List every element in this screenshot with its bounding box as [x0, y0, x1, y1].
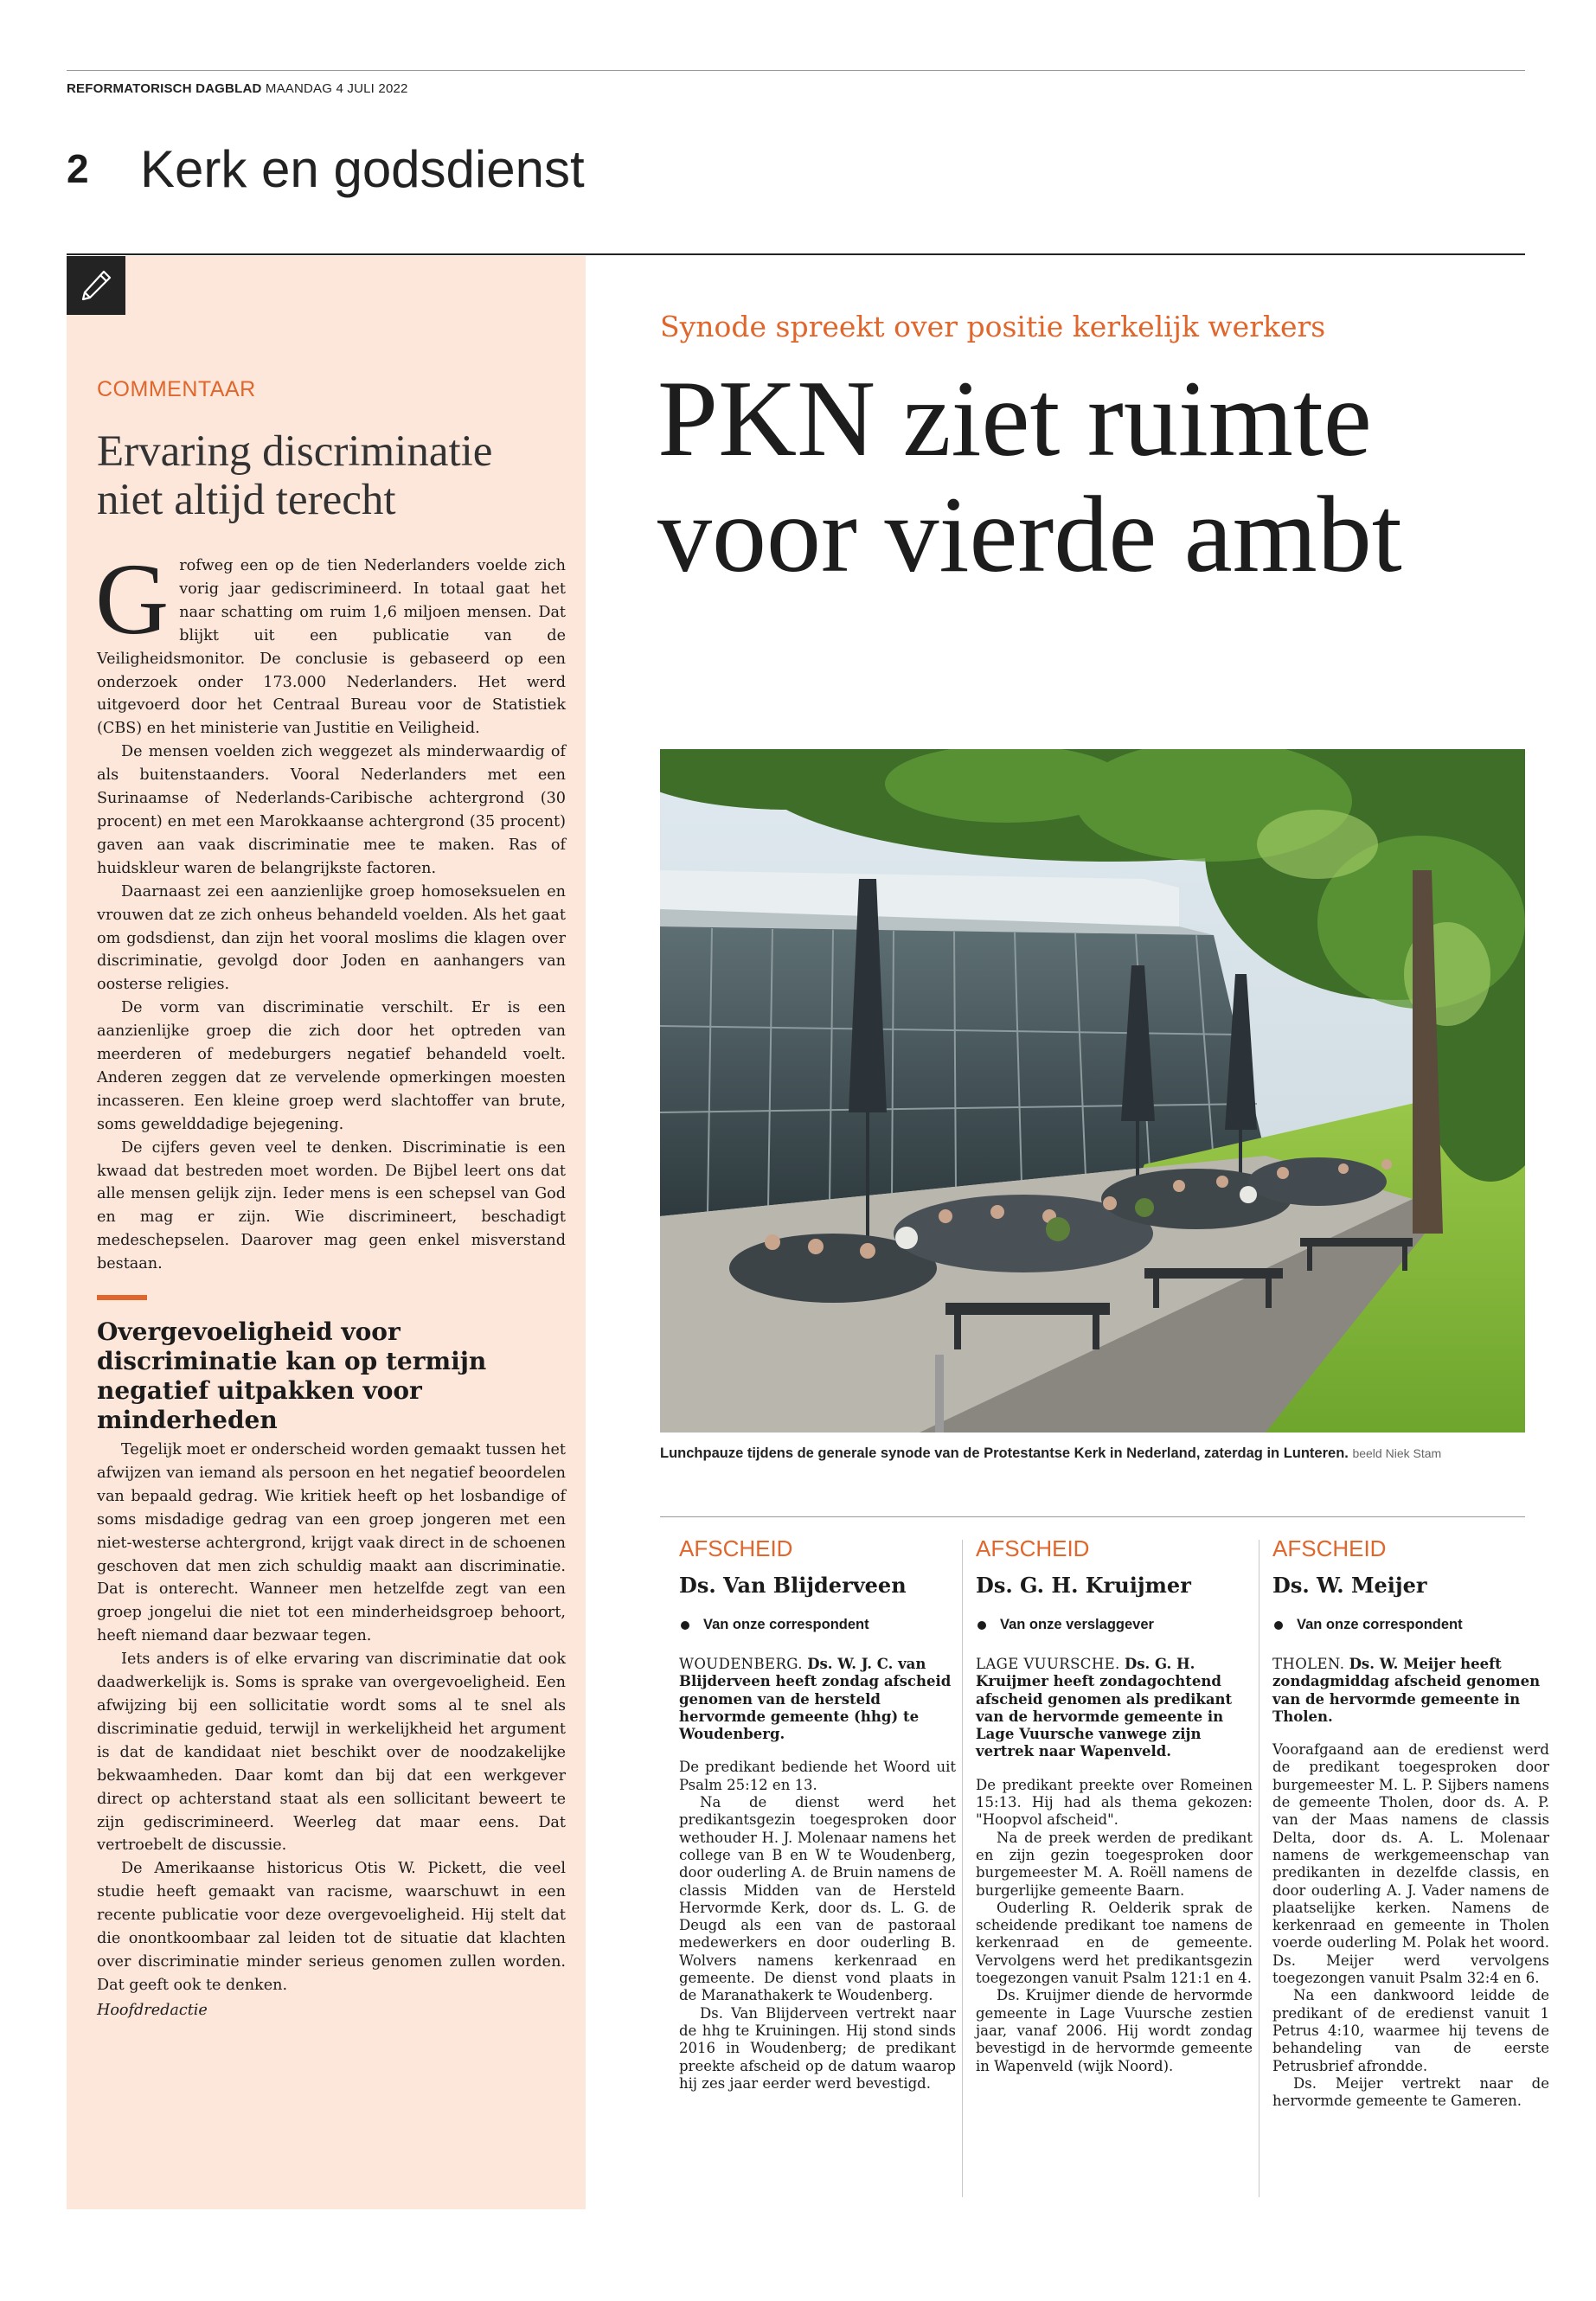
story-kicker: Synode spreekt over positie kerkelijk werkers [660, 310, 1326, 343]
story-rule [660, 1516, 1525, 1517]
pen-icon-graphic [77, 266, 115, 304]
bullet-icon [681, 1621, 689, 1630]
farewell-name: Ds. G. H. Kruijmer [976, 1573, 1191, 1598]
farewell-paragraph: Ouderling R. Oelderik sprak de scheidende predikant toe namens de kerkenraad en de gemeente. Vervolgens werd het predikantsgezin toegezongen vanuit Psalm 121:1 en 4. [976, 1899, 1253, 1987]
farewell-lead: THOLEN. Ds. W. Meijer heeft zondagmiddag afscheid genomen van de hervormde gemeente in Tholen. [1272, 1656, 1541, 1725]
commentary-body [95, 542, 566, 1276]
farewell-column [1272, 1524, 1549, 2110]
farewell-paragraph: Ds. Van Blijderveen vertrekt naar de hhg te Kruiningen. Hij stond sinds 2016 in Woudenberg; de predikant preekte afscheid op de datum waarop hij zes jaar eerder werd bevestigd. [679, 2004, 956, 2092]
commentary-paragraph: De mensen voelden zich weggezet als minderwaardig of als buitenstaanders. Vooral Nederlanders met een Surinaamse of Nederlands-Caribische achtergrond (30 procent) en met een Marokkaanse achtergrond (35 procent) gaven aan vaak discriminatie mee te maken. Ras of huidskleur waren de belangrijkste factoren. [97, 743, 566, 877]
farewell-paragraph: Na de preek werden de predikant en zijn gezin toegesproken door burgemeester M. A. Roëll namens de burgerlijke gemeente Baarn. [976, 1829, 1253, 1899]
orange-divider [97, 1295, 147, 1300]
page-number: 2 [67, 146, 89, 191]
farewell-paragraph: Ds. Kruijmer diende de hervormde gemeente in Lage Vuursche zestien jaar, vanaf 2006. Hij wordt zondag bevestigd in de hervormde gemeente in Wapenveld (wijk Noord). [976, 1987, 1253, 2074]
farewell-place: LAGE VUURSCHE. [976, 1656, 1120, 1672]
farewell-name: Ds. Van Blijderveen [679, 1573, 907, 1598]
caption-text: Lunchpauze tijdens de generale synode van de Protestantse Kerk in Nederland, zaterdag in Lunteren. [660, 1445, 1349, 1461]
commentary-headline: Ervaring discriminatie niet altijd terecht [97, 427, 493, 524]
farewell-column [976, 1524, 1253, 2075]
story-photo [660, 749, 1525, 1433]
commentary-kicker: COMMENTAAR [97, 377, 256, 401]
pen-icon [67, 256, 125, 315]
masthead-paper: REFORMATORISCH DAGBLAD [67, 81, 262, 96]
farewell-label: AFSCHEID [1272, 1535, 1387, 1561]
farewell-label: AFSCHEID [976, 1535, 1090, 1561]
farewell-lead: LAGE VUURSCHE. Ds. G. H. Kruijmer heeft zondagochtend afscheid genomen als predikant van de hervormde gemeente in Lage Vuursche vanwege zijn vertrek naar Wapenveld. [976, 1656, 1233, 1760]
farewell-lead: WOUDENBERG. Ds. W. J. C. van Blijderveen heeft zondag afscheid genomen van de hersteld hervormde gemeente (hhg) te Woudenberg. [679, 1656, 952, 1743]
photo-credit: beeld Niek Stam [1352, 1446, 1442, 1460]
farewell-paragraph: Ds. Meijer vertrekt naar de hervormde gemeente te Gameren. [1272, 2074, 1549, 2110]
commentary-paragraph: Iets anders is of elke ervaring van discriminatie dat ook daadwerkelijk is. Soms is sprake van overgevoeligheid. Een afwijzing bij een sollicitatie wordt soms al te snel als discriminatie geduid, terwijl in werkelijkheid het argument is dat de kandidaat niet beschikt over de noodzakelijke bekwaamheden. Daar komt dan bij dat een werkgever direct op achterstand staat als een sollicitant beweert te zijn gediscrimineerd. Weerleg dat maar eens. Dat vertroebelt de discussie. [97, 1650, 566, 1855]
farewell-place: THOLEN. [1272, 1656, 1345, 1672]
story-headline: PKN ziet ruimte voor vierde ambt [657, 359, 1402, 595]
masthead-date: MAANDAG 4 JULI 2022 [265, 81, 408, 96]
commentary-paragraph: Tegelijk moet er onderscheid worden gemaakt tussen het afwijzen van iemand als persoon en het negatief beoordelen van bepaald gedrag. Wie kritiek heeft op het losbandige of soms misdadige gedrag van een groep jongeren met een niet-westerse achtergrond, krijgt vaak direct in de schoenen geschoven dat men zich schuldig maakt aan discriminatie. Dat is onterecht. Wanneer men hetzelfde zegt van een groep jongelui die niet tot een minderheidsgroep behoort, heeft niemand daar bezwaar tegen. [97, 1441, 566, 1645]
farewell-paragraph: Na de dienst werd het predikantsgezin toegesproken door wethouder H. J. Molenaar namens het college van B en W te Woudenberg, door ouderling A. de Bruin namens de classis Midden van de Hersteld Hervormde Kerk, door ds. L. G. de Deugd als een van de pastoraal medewerkers en door ouderling B. Wolvers namens kerkenraad en gemeente. De dienst vond plaats in de Maranathakerk te Woudenberg. [679, 1794, 956, 2004]
bullet-icon [977, 1621, 986, 1630]
column-divider [962, 1540, 963, 2197]
farewell-name: Ds. W. Meijer [1272, 1573, 1427, 1598]
top-rule [67, 70, 1525, 71]
commentary-paragraph: Daarnaast zei een aanzienlijke groep homoseksuelen en vrouwen dat ze zich onheus behandeld voelden. Als het gaat om godsdienst, dan zijn het vooral moslims die klagen over discriminatie, gevolgd door Joden en aanhangers van oosterse religies. [97, 882, 566, 994]
section-rule [67, 253, 1525, 255]
farewell-text [1272, 1741, 1549, 2110]
commentary-body-continued [97, 1439, 566, 1997]
farewell-text [679, 1759, 956, 2093]
bullet-icon [1274, 1621, 1283, 1630]
masthead [67, 81, 408, 96]
commentary-paragraph: De vorm van discriminatie verschilt. Er is een aanzienlijke groep die zich door het optreden van meerderen of medeburgers negatief behandeld voelt. Anderen zeggen dat ze vervelende opmerkingen moesten incasseren. Een kleine groep werd slachtoffer van brute, soms gewelddadige bejegening. [97, 999, 566, 1133]
commentary-paragraph: De cijfers geven veel te denken. Discriminatie is een kwaad dat bestreden moet worden. De Bijbel leert ons dat alle mensen gelijk zijn. Ieder mens is een schepsel van God en mag er zijn. Wie discrimineert, beschadigt medeschepselen. Daarover mag geen enkel misverstand bestaan. [97, 1138, 566, 1273]
farewell-column [679, 1524, 956, 2093]
farewell-place: WOUDENBERG. [679, 1656, 803, 1672]
commentary-subhead: Overgevoeligheid voor discriminatie kan op termijn negatief uitpakken voor minderheden [97, 1317, 487, 1434]
farewell-text [976, 1777, 1253, 2075]
section-title: Kerk en godsdienst [140, 140, 585, 198]
farewell-paragraph: De predikant preekte over Romeinen 15:13. Hij had als thema gekozen: "Hoopvol afscheid". [976, 1776, 1253, 1829]
commentary-signature: Hoofdredactie [97, 2002, 208, 2019]
commentary-paragraph: De Amerikaanse historicus Otis W. Pickett, die veel studie heeft gemaakt van racisme, waarschuwt in een recente publicatie voor deze overgevoeligheid. Hij stelt dat die onontkoombaar zal leiden tot de situatie dat klachten over discriminatie minder serieus genomen zullen worden. Dat geeft ook te denken. [97, 1860, 566, 1994]
farewell-paragraph: Voorafgaand aan de eredienst werd de predikant toegesproken door burgemeester M. L. P. Sijbers namens de gemeente Tholen, door ds. A. P. van der Maas namens de classis Delta, door ds. A. L. Molenaar namens de werkgemeenschap van predikanten in dezelfde classis, en door ouderling A. J. Vader namens de plaatselijke kerken. Namens de kerkenraad en gemeente in Tholen voerde ouderling M. Polak het woord. Ds. Meijer werd vervolgens toegezongen vanuit Psalm 32:4 en 6. [1272, 1741, 1549, 1987]
commentary-paragraph: Grofweg een op de tien Nederlanders voelde zich vorig jaar gediscrimineerd. In totaal gaat het naar schatting om ruim 1,6 miljoen mensen. Dat blijkt uit een publicatie van de Veiligheidsmonitor. De conclusie is gebaseerd op een onderzoek onder 173.000 Nederlanders. Het werd uitgevoerd door het Centraal Bureau voor de Statistiek (CBS) en het ministerie van Justitie en Veiligheid. [95, 542, 566, 738]
farewell-byline: Van onze correspondent [1272, 1617, 1549, 1633]
farewell-byline: Van onze verslaggever [976, 1617, 1253, 1633]
farewell-label: AFSCHEID [679, 1535, 793, 1561]
farewell-paragraph: De predikant bediende het Woord uit Psalm 25:12 en 13. [679, 1759, 956, 1793]
photo-illustration [660, 749, 1525, 1433]
photo-caption [660, 1443, 1525, 1464]
dropcap: G [95, 542, 170, 656]
farewell-byline: Van onze correspondent [679, 1617, 956, 1633]
farewell-paragraph: Na een dankwoord leidde de predikant of de eredienst vanuit 1 Petrus 4:10, waarmee hij tevens de behandeling van de eerste Petrusbrief afrondde. [1272, 1987, 1549, 2074]
